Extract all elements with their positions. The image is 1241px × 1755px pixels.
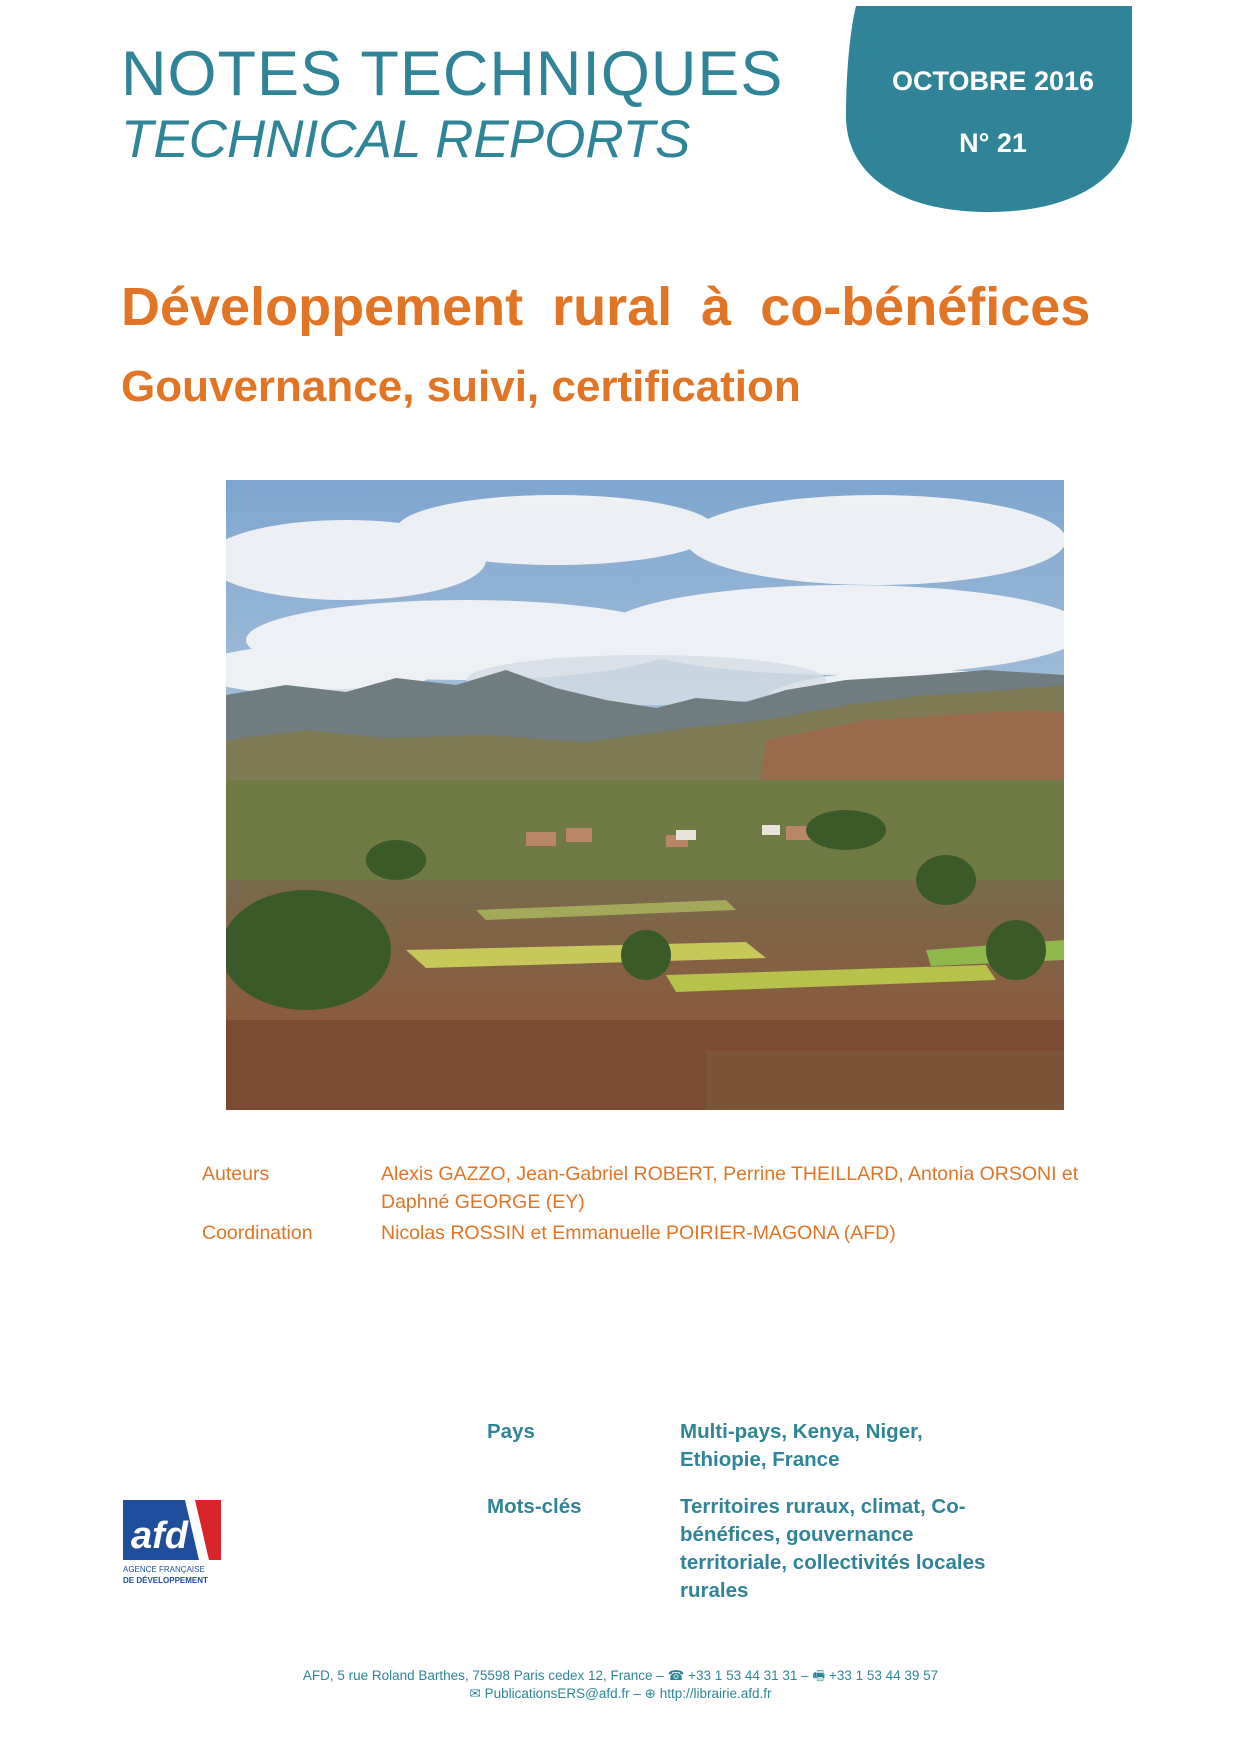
afd-logo — [123, 1500, 223, 1590]
authors-row — [202, 1160, 1101, 1216]
svg-text:DE DÉVELOPPEMENT: DE DÉVELOPPEMENT — [123, 1576, 208, 1585]
fax-icon: 🖷 — [812, 1668, 826, 1683]
issue-number: N° 21 — [959, 128, 1027, 158]
svg-text:AGENCE FRANÇAISE: AGENCE FRANÇAISE — [123, 1565, 205, 1574]
footer-phone: +33 1 53 44 31 31 — [688, 1668, 798, 1683]
mail-icon: ✉ — [469, 1686, 481, 1701]
phone-icon: ☎ — [667, 1668, 685, 1683]
series-title — [121, 38, 783, 170]
authors-value: Alexis GAZZO, Jean-Gabriel ROBERT, Perrine THEILLARD, Antonia ORSONI et Daphné GEORGE (EY) — [381, 1163, 1079, 1213]
footer-fax: +33 1 53 44 39 57 — [828, 1668, 939, 1683]
document-subtitle: Gouvernance, suivi, certification — [121, 362, 801, 411]
keywords-value: Territoires ruraux, climat, Co-bénéfices, gouvernance territoriale, collectivités locales rurales — [680, 1495, 986, 1602]
footer-line-1: AFD, 5 rue Roland Barthes, 75598 Paris cedex 12, France – ☎ +33 1 53 44 31 31 – 🖷 +33 1 53 44 39 57 — [302, 1668, 939, 1683]
globe-icon: ⊕ — [644, 1686, 656, 1701]
series-title-fr: NOTES TECHNIQUES — [121, 39, 784, 109]
footer-email[interactable]: PublicationsERS@afd.fr — [484, 1686, 630, 1701]
countries-label: Pays — [487, 1420, 535, 1443]
svg-text:afd: afd — [131, 1515, 188, 1557]
series-title-en: TECHNICAL REPORTS — [121, 110, 691, 169]
coordination-row — [202, 1219, 1101, 1247]
keywords-label: Mots-clés — [487, 1495, 582, 1518]
credits-block — [202, 1160, 1101, 1250]
countries-value: Multi-pays, Kenya, Niger, Ethiopie, France — [680, 1420, 923, 1471]
footer-line-2: ✉ PublicationsERS@afd.fr – ⊕ http://librairie.afd.fr — [469, 1686, 772, 1701]
footer-website[interactable]: http://librairie.afd.fr — [659, 1686, 772, 1701]
document-title: Développement rural à co-bénéfices — [121, 277, 1091, 337]
issue-badge — [846, 6, 1132, 212]
coordination-label: Coordination — [202, 1222, 313, 1244]
issue-date: OCTOBRE 2016 — [891, 66, 1095, 96]
authors-label: Auteurs — [202, 1163, 270, 1185]
cover-photo — [226, 480, 1064, 1110]
coordination-value: Nicolas ROSSIN et Emmanuelle POIRIER-MAGONA (AFD) — [381, 1222, 896, 1244]
footer-address: AFD, 5 rue Roland Barthes, 75598 Paris cedex 12, France — [302, 1668, 653, 1683]
